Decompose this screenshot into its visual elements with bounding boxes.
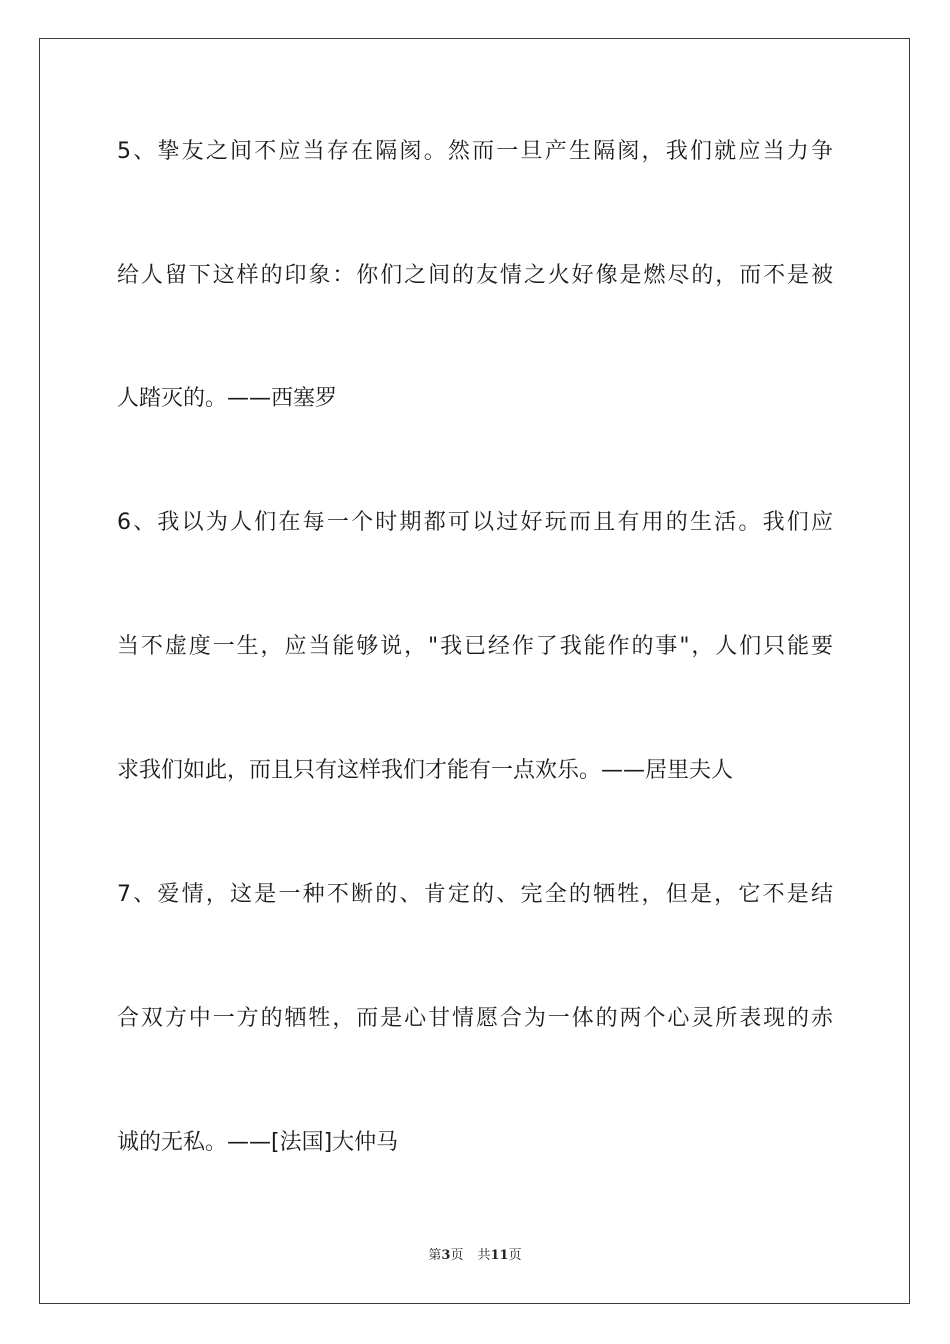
total-suffix: 页 <box>508 1248 522 1263</box>
text-line: 给人留下这样的印象：你们之间的友情之火好像是燃尽的，而不是被 <box>117 263 833 288</box>
text-line: 当不虚度一生，应当能够说，"我已经作了我能作的事"，人们只能要 <box>117 634 833 659</box>
text-line: 诚的无私。——[法国]大仲马 <box>117 1130 399 1155</box>
page-indicator <box>428 1248 463 1263</box>
text-line: 6、我以为人们在每一个时期都可以过好玩而且有用的生活。我们应 <box>117 510 833 535</box>
total-prefix: 共 <box>477 1248 491 1263</box>
page-border <box>39 38 910 1304</box>
total-pages-indicator <box>477 1248 521 1263</box>
text-line: 合双方中一方的牺牲，而是心甘情愿合为一体的两个心灵所表现的赤 <box>117 1006 833 1031</box>
text-line: 7、爱情，这是一种不断的、肯定的、完全的牺牲，但是，它不是结 <box>117 882 833 907</box>
text-line: 5、挚友之间不应当存在隔阂。然而一旦产生隔阂，我们就应当力争 <box>117 139 833 164</box>
page-footer <box>0 1247 950 1265</box>
page-number: 3 <box>441 1248 451 1263</box>
text-line: 求我们如此，而且只有这样我们才能有一点欢乐。——居里夫人 <box>117 758 734 783</box>
text-line: 人踏灭的。——西塞罗 <box>117 386 338 411</box>
page-prefix: 第 <box>428 1248 442 1263</box>
page-suffix: 页 <box>450 1248 464 1263</box>
total-pages-number: 11 <box>490 1248 509 1263</box>
